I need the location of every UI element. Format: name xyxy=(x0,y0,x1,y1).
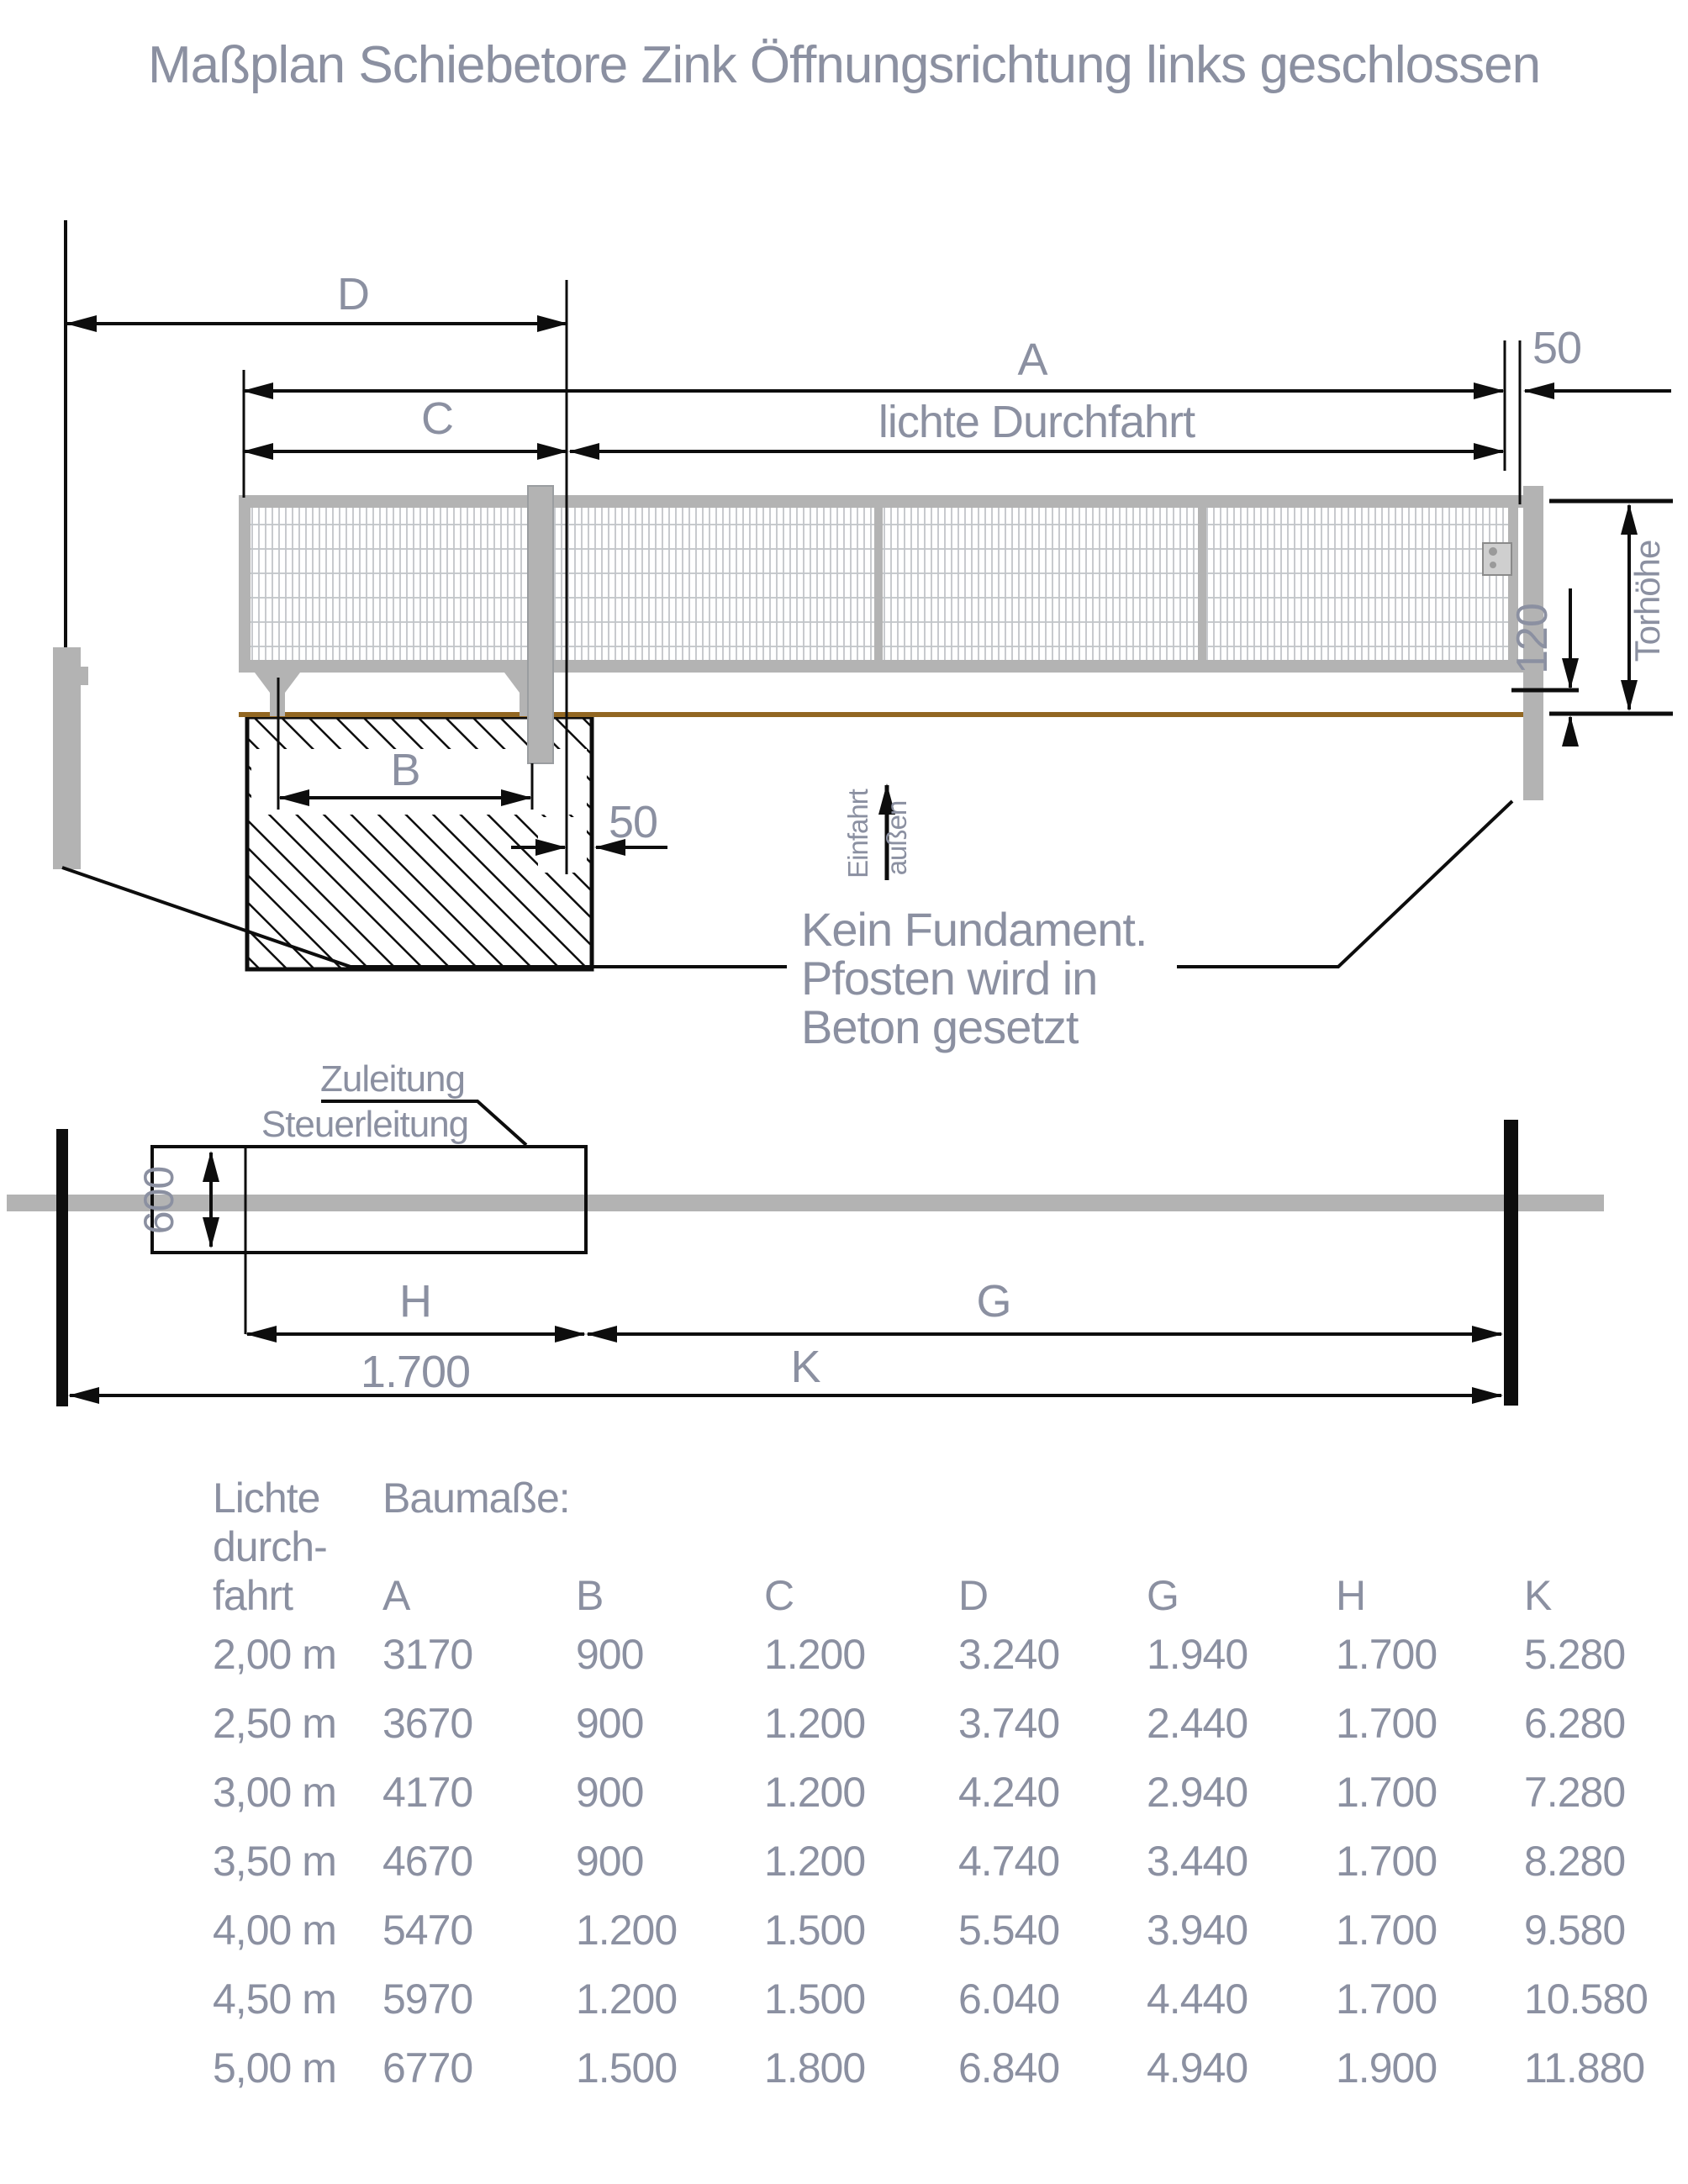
dim-label-b: B xyxy=(390,745,420,795)
dim-label-d: D xyxy=(337,269,369,319)
dim-label-120: 120 xyxy=(1508,604,1557,674)
header-fahrt: fahrt xyxy=(213,1572,293,1619)
steuerleitung-label: Steuerleitung xyxy=(261,1104,469,1145)
table-row: 2,00 m 3170 900 1.200 3.240 1.940 1.700 5.280 xyxy=(213,1631,1626,1678)
dim-label-h: H xyxy=(399,1276,431,1327)
table-row: 4,50 m 5970 1.200 1.500 6.040 4.440 1.700 10.580 xyxy=(213,1976,1648,2023)
table-header-row-3 xyxy=(213,1571,1688,1620)
header-lichte: Lichte xyxy=(213,1474,320,1522)
dim-label-lichte-durchfahrt: lichte Durchfahrt xyxy=(878,397,1195,447)
gate-elevation xyxy=(53,220,1673,1053)
header-durch: durch- xyxy=(213,1523,327,1570)
table-row: 2,50 m 3670 900 1.200 3.740 2.440 1.700 6.280 xyxy=(213,1700,1626,1747)
gate-mesh-panel-1 xyxy=(553,508,874,661)
table-row: 4,00 m 5470 1.200 1.500 5.540 3.940 1.700 9.580 xyxy=(213,1907,1626,1954)
dim-label-600: 600 xyxy=(135,1166,182,1235)
col-header-b: B xyxy=(576,1572,604,1619)
gate-mesh-panel-2 xyxy=(882,508,1198,661)
gate-lock xyxy=(1483,543,1511,575)
middle-guide-post xyxy=(528,486,553,763)
left-receiver-post xyxy=(53,647,81,869)
dim-label-torhoehe: Torhöhe xyxy=(1627,540,1667,662)
dim-label-k: K xyxy=(790,1342,820,1392)
zuleitung-label: Zuleitung xyxy=(319,1058,466,1100)
lock-cylinder xyxy=(1489,547,1497,556)
dim-label-g: G xyxy=(976,1276,1011,1327)
dim-label-c: C xyxy=(421,393,453,444)
page-title: Maßplan Schiebetore Zink Öffnungsrichtung links geschlossen xyxy=(147,36,1541,94)
note-line-3: Beton gesetzt xyxy=(801,1000,1079,1053)
header-baumasse: Baumaße: xyxy=(382,1474,570,1522)
gate-divider-bar-2 xyxy=(1198,501,1206,667)
gate-plan-view xyxy=(7,1058,1604,1406)
gate-mesh-rear-section xyxy=(250,508,527,661)
note-line-1: Kein Fundament. xyxy=(801,903,1147,956)
dim-label-50-top: 50 xyxy=(1532,323,1582,373)
table-row: 3,50 m 4670 900 1.200 4.740 3.440 1.700 8.280 xyxy=(213,1838,1626,1885)
col-header-k: K xyxy=(1524,1572,1552,1619)
table-header-row-1 xyxy=(213,1474,1688,1522)
col-header-g: G xyxy=(1147,1572,1179,1619)
col-header-h: H xyxy=(1336,1572,1366,1619)
plan-left-post xyxy=(56,1129,68,1406)
dimension-table xyxy=(213,1474,1688,2102)
aussen-label: außen xyxy=(881,800,912,876)
dim-label-50-bottom: 50 xyxy=(608,797,658,847)
note-line-2: Pfosten wird in xyxy=(801,952,1098,1005)
col-header-a: A xyxy=(382,1572,410,1619)
table-header-row-2 xyxy=(213,1522,1688,1571)
einfahrt-label: Einfahrt xyxy=(842,789,873,878)
table-row: 3,00 m 4170 900 1.200 4.240 2.940 1.700 7.280 xyxy=(213,1769,1626,1816)
dim-label-h-value: 1.700 xyxy=(360,1347,471,1397)
gate-left-frame-bar xyxy=(239,495,251,673)
dim-label-a: A xyxy=(1017,335,1047,385)
lock-keyhole xyxy=(1490,562,1496,568)
plan-right-post xyxy=(1504,1120,1518,1406)
note-leader-right xyxy=(1177,801,1512,967)
gate-mesh-panel-3 xyxy=(1205,508,1508,661)
foundation-dim-clearing-right xyxy=(538,817,587,873)
table-row: 5,00 m 6770 1.500 1.800 6.840 4.940 1.900 11.880 xyxy=(213,2044,1645,2092)
col-header-d: D xyxy=(958,1572,989,1619)
gate-divider-bar-1 xyxy=(874,501,883,667)
col-header-c: C xyxy=(764,1572,794,1619)
left-post-latch-tab xyxy=(81,667,88,685)
